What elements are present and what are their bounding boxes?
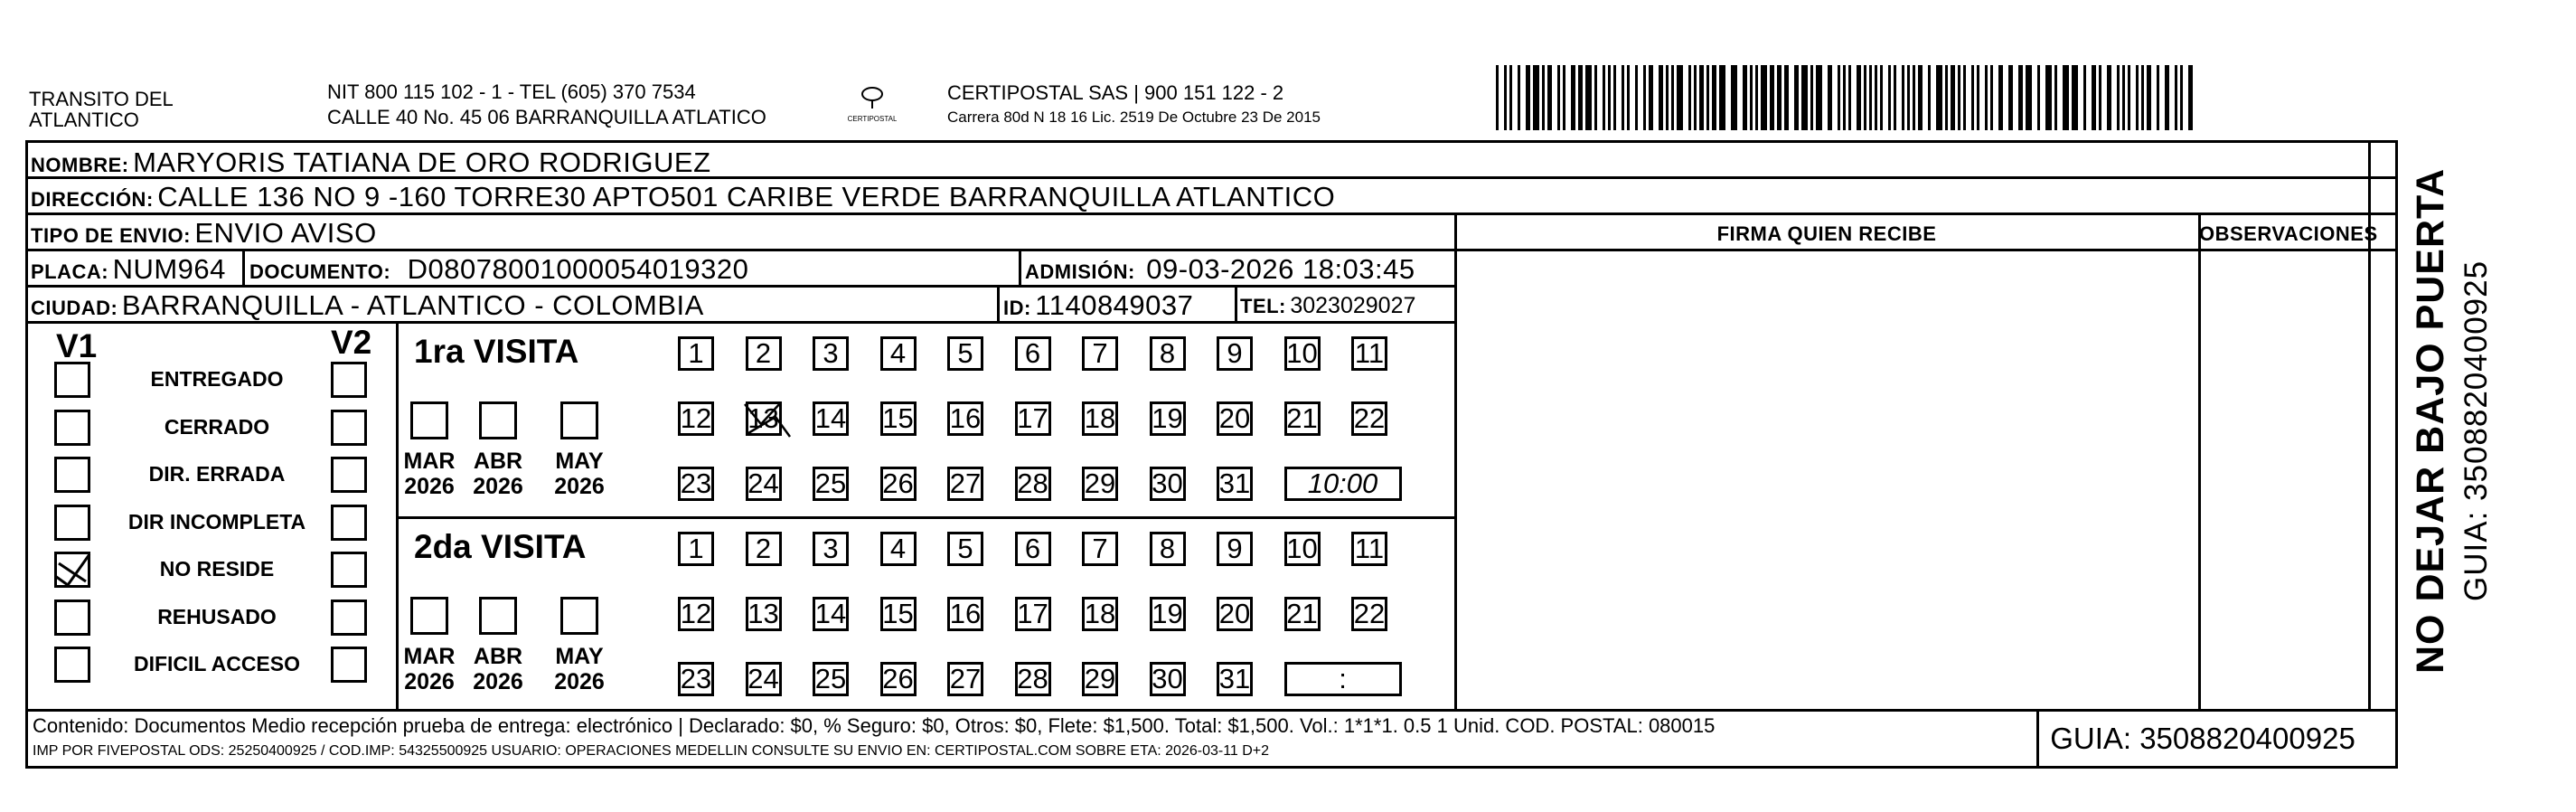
- barcode-bar: [1526, 65, 1530, 130]
- barcode-bar: [1603, 65, 1605, 130]
- side-guia: GUIA: 3508820400925: [2458, 260, 2494, 601]
- status-option-label: CERRADO: [164, 414, 270, 439]
- day-box[interactable]: 23: [678, 467, 714, 501]
- tipo-envio-label: TIPO DE ENVIO:: [31, 224, 191, 247]
- barcode-bar: [1518, 65, 1520, 130]
- barcode-bar: [1918, 65, 1923, 130]
- day-box[interactable]: 1: [678, 532, 714, 566]
- day-box[interactable]: 26: [880, 467, 917, 501]
- firma-header: FIRMA QUIEN RECIBE: [1716, 222, 1937, 245]
- barcode-bar: [2128, 65, 2130, 130]
- day-box[interactable]: 1: [678, 336, 714, 371]
- barcode-bar: [1864, 65, 1866, 130]
- v1-checkbox[interactable]: [54, 505, 90, 541]
- month-checkbox[interactable]: [410, 401, 448, 439]
- barcode-bar: [1801, 65, 1808, 130]
- barcode-bar: [1770, 65, 1774, 130]
- day-box[interactable]: 11: [1351, 532, 1387, 566]
- admision-label: ADMISIÓN:: [1025, 260, 1135, 283]
- year-label: 2026: [554, 669, 605, 694]
- month-item: [550, 644, 608, 694]
- barcode-bar: [2107, 65, 2111, 130]
- month-label: MAY: [555, 448, 604, 474]
- nit-line: NIT 800 115 102 - 1 - TEL (605) 370 7534: [327, 80, 696, 103]
- year-label: 2026: [404, 669, 455, 694]
- v1-header: V1: [56, 327, 98, 364]
- logo-text: CERTIPOSTAL: [848, 115, 897, 123]
- barcode-bar: [1755, 65, 1758, 130]
- barcode-bar: [1731, 65, 1737, 130]
- barcode-bar: [1990, 65, 1993, 130]
- day-box[interactable]: 2: [746, 532, 782, 566]
- day-box[interactable]: 24: [746, 662, 782, 696]
- month-label: MAR: [403, 448, 456, 474]
- tel-label: TEL:: [1240, 295, 1286, 317]
- barcode-bar: [1743, 65, 1747, 130]
- tipo-envio-row: [31, 217, 377, 250]
- barcode-bar: [2175, 65, 2177, 130]
- barcode-bar: [1784, 65, 1789, 130]
- day-box[interactable]: 20: [1217, 597, 1253, 631]
- barcode-bar: [2117, 65, 2120, 130]
- month-item: [400, 644, 458, 694]
- v2-checkbox[interactable]: [331, 362, 367, 398]
- visit-title: 1ra VISITA: [414, 333, 579, 370]
- month-checkbox[interactable]: [410, 597, 448, 635]
- barcode-bar: [2157, 65, 2159, 130]
- barcode-bar: [2063, 65, 2069, 130]
- barcode-bar: [1666, 65, 1669, 130]
- barcode-bar: [1688, 65, 1691, 130]
- visit-title: 2da VISITA: [414, 528, 587, 565]
- day-box[interactable]: 30: [1150, 662, 1186, 696]
- v2-checkbox[interactable]: [331, 457, 367, 493]
- barcode-bar: [2180, 65, 2183, 130]
- direccion-label: DIRECCIÓN:: [31, 188, 154, 211]
- day-box[interactable]: 3: [813, 532, 849, 566]
- day-box[interactable]: 15: [880, 401, 917, 436]
- barcode-bar: [2147, 65, 2151, 130]
- nombre-row: [31, 146, 711, 179]
- barcode-bar: [1649, 65, 1653, 130]
- barcode-bar: [1869, 65, 1872, 130]
- barcode-bar: [2188, 65, 2193, 130]
- day-box[interactable]: 4: [880, 336, 917, 371]
- month-checkbox[interactable]: [560, 597, 598, 635]
- no-dejar-warning: NO DEJAR BAJO PUERTA: [2409, 167, 2452, 674]
- barcode-bar: [1945, 65, 1948, 130]
- barcode-bar: [1547, 65, 1552, 130]
- imp-line: IMP POR FIVEPOSTAL ODS: 25250400925 / COD.IMP: 54325500925 USUARIO: OPERACIONES MEDELLIN CONSULTE SU ENVIO EN: CERTIPOSTAL.COM SOBRE ETA: 2026-03-11 D+2: [33, 743, 1270, 759]
- footer-guia: GUIA: 3508820400925: [2050, 722, 2355, 755]
- barcode-bar: [1894, 65, 1896, 130]
- status-option-label: NO RESIDE: [159, 557, 275, 581]
- barcode-bar: [1542, 65, 1545, 130]
- documento-field: [249, 253, 748, 286]
- year-label: 2026: [554, 474, 605, 499]
- v1-checkbox[interactable]: [54, 362, 90, 398]
- barcode-bar: [2141, 65, 2144, 130]
- barcode-bar: [1902, 65, 1904, 130]
- barcode-bar: [1750, 65, 1753, 130]
- day-box[interactable]: 2: [746, 336, 782, 371]
- day-box[interactable]: 19: [1150, 597, 1186, 631]
- direccion-row: [31, 181, 1335, 213]
- barcode-bar: [1958, 65, 1960, 130]
- day-box[interactable]: 5: [947, 336, 983, 371]
- day-box[interactable]: 21: [1284, 597, 1321, 631]
- id-value: 1140849037: [1035, 289, 1194, 321]
- barcode-bar: [2054, 65, 2057, 130]
- barcode-bar: [1613, 65, 1616, 130]
- day-box[interactable]: 26: [880, 662, 917, 696]
- month-item: [469, 448, 527, 499]
- tipo-envio-value: ENVIO AVISO: [194, 217, 377, 249]
- month-item: [400, 448, 458, 499]
- v2-header: V2: [331, 324, 372, 361]
- barcode-bar: [1875, 65, 1877, 130]
- barcode-bar: [1622, 65, 1624, 130]
- documento-label: DOCUMENTO:: [249, 260, 391, 283]
- contenido-line: Contenido: Documentos Medio recepción prueba de entrega: electrónico | Declarado: $0, % Seguro: $0, Otros: $0, Flete: $1,500. Total: $1,500. Vol.: 1*1*1. 0.5 1 Unid. COD. POSTAL: 080015: [33, 714, 1716, 737]
- barcode-bar: [1794, 65, 1799, 130]
- month-label: ABR: [473, 644, 523, 669]
- day-box[interactable]: 23: [678, 662, 714, 696]
- day-box[interactable]: 8: [1150, 532, 1186, 566]
- barcode-bar: [1671, 65, 1674, 130]
- day-box[interactable]: 10: [1284, 336, 1321, 371]
- barcode-bar: [1712, 65, 1716, 130]
- day-box[interactable]: 18: [1082, 597, 1118, 631]
- status-option-label: DIR INCOMPLETA: [127, 509, 306, 533]
- ciudad-value: BARRANQUILLA - ATLANTICO - COLOMBIA: [121, 289, 704, 321]
- status-option-label: ENTREGADO: [150, 367, 284, 391]
- barcode-bar: [2018, 65, 2023, 130]
- day-box[interactable]: 13: [746, 597, 782, 631]
- barcode-bar: [1699, 65, 1704, 130]
- v2-checkbox[interactable]: [331, 505, 367, 541]
- barcode-bar: [2008, 65, 2013, 130]
- barcode-bar: [1848, 65, 1851, 130]
- nombre-value: MARYORIS TATIANA DE ORO RODRIGUEZ: [133, 146, 711, 178]
- barcode-bar: [1985, 65, 1988, 130]
- barcode-bar: [1838, 65, 1840, 130]
- day-box[interactable]: 25: [813, 467, 849, 501]
- year-label: 2026: [404, 474, 455, 499]
- barcode-bar: [1643, 65, 1646, 130]
- barcode-bar: [1971, 65, 1974, 130]
- documento-value: D08078001000054019320: [407, 253, 749, 285]
- day-box[interactable]: 24: [746, 467, 782, 501]
- v1-checkbox[interactable]: [54, 552, 90, 588]
- day-box[interactable]: 3: [813, 336, 849, 371]
- status-option-label: DIR. ERRADA: [148, 462, 286, 486]
- v2-checkbox[interactable]: [331, 410, 367, 446]
- placa-field: [31, 253, 226, 286]
- barcode-bar: [1888, 65, 1891, 130]
- day-box[interactable]: 4: [880, 532, 917, 566]
- courier-line2: Carrera 80d N 18 16 Lic. 2519 De Octubre 23 De 2015: [947, 109, 1321, 126]
- day-box[interactable]: 7: [1082, 532, 1118, 566]
- id-field: [1003, 289, 1193, 322]
- org-name-line1: TRANSITO DEL: [29, 88, 174, 110]
- day-box[interactable]: 6: [1015, 532, 1051, 566]
- month-checkbox[interactable]: [560, 401, 598, 439]
- barcode-bar: [1571, 65, 1575, 130]
- v1-checkbox[interactable]: [54, 647, 90, 683]
- barcode-bar: [2083, 65, 2086, 130]
- v1-checkbox[interactable]: [54, 457, 90, 493]
- barcode-bar: [1533, 65, 1539, 130]
- barcode: [1496, 65, 2196, 130]
- barcode-bar: [2122, 65, 2125, 130]
- day-box[interactable]: 22: [1351, 597, 1387, 631]
- barcode-bar: [1816, 65, 1822, 130]
- day-box[interactable]: 29: [1082, 467, 1118, 501]
- observaciones-header: OBSERVACIONES: [2199, 222, 2378, 245]
- barcode-bar: [1635, 65, 1638, 130]
- day-box[interactable]: 11: [1351, 336, 1387, 371]
- status-option-label: REHUSADO: [157, 604, 277, 628]
- barcode-bar: [1761, 65, 1767, 130]
- day-box[interactable]: 12: [678, 597, 714, 631]
- barcode-bar: [1913, 65, 1915, 130]
- barcode-bar: [1563, 65, 1565, 130]
- day-box[interactable]: 28: [1015, 467, 1051, 501]
- barcode-bar: [2136, 65, 2139, 130]
- day-box[interactable]: 30: [1150, 467, 1186, 501]
- barcode-bar: [1857, 65, 1861, 130]
- day-box[interactable]: 15: [880, 597, 917, 631]
- barcode-bar: [1659, 65, 1663, 130]
- day-box[interactable]: 27: [947, 467, 983, 501]
- day-box[interactable]: 13: [746, 401, 782, 436]
- barcode-bar: [1496, 65, 1499, 130]
- barcode-bar: [1719, 65, 1725, 130]
- day-box[interactable]: 12: [678, 401, 714, 436]
- barcode-bar: [2037, 65, 2040, 130]
- status-option-label: DIFICIL ACCESO: [133, 652, 300, 675]
- day-box[interactable]: 10: [1284, 532, 1321, 566]
- year-label: 2026: [473, 474, 523, 499]
- admision-value: 09-03-2026 18:03:45: [1146, 253, 1415, 285]
- barcode-bar: [1951, 65, 1955, 130]
- v2-checkbox[interactable]: [331, 647, 367, 683]
- day-box[interactable]: 16: [947, 401, 983, 436]
- day-box[interactable]: 31: [1217, 662, 1253, 696]
- month-label: MAY: [555, 644, 604, 669]
- org-address: CALLE 40 No. 45 06 BARRANQUILLA ATLATICO: [327, 106, 766, 128]
- day-box[interactable]: 14: [813, 597, 849, 631]
- placa-value: NUM964: [112, 253, 226, 285]
- day-box[interactable]: 9: [1217, 532, 1253, 566]
- barcode-bar: [1627, 65, 1630, 130]
- hour-box[interactable]: :: [1284, 662, 1402, 696]
- day-box[interactable]: 22: [1351, 401, 1387, 436]
- month-checkbox[interactable]: [479, 597, 517, 635]
- day-box[interactable]: 31: [1217, 467, 1253, 501]
- placa-label: PLACA:: [31, 260, 109, 283]
- barcode-bar: [1504, 65, 1507, 130]
- day-box[interactable]: 21: [1284, 401, 1321, 436]
- day-box[interactable]: 27: [947, 662, 983, 696]
- barcode-bar: [1557, 65, 1560, 130]
- barcode-bar: [2092, 65, 2096, 130]
- barcode-bar: [2165, 65, 2169, 130]
- barcode-bar: [1777, 65, 1782, 130]
- direccion-value: CALLE 136 NO 9 -160 TORRE30 APTO501 CARIBE VERDE BARRANQUILLA ATLANTICO: [157, 181, 1336, 212]
- barcode-bar: [1843, 65, 1846, 130]
- barcode-bar: [1810, 65, 1813, 130]
- ciudad-label: CIUDAD:: [31, 297, 118, 319]
- day-box[interactable]: 18: [1082, 401, 1118, 436]
- day-box[interactable]: 8: [1150, 336, 1186, 371]
- handwritten-mark: [739, 397, 794, 442]
- id-label: ID:: [1003, 297, 1031, 319]
- year-label: 2026: [473, 669, 523, 694]
- day-box[interactable]: 20: [1217, 401, 1253, 436]
- barcode-bar: [1594, 65, 1597, 130]
- day-box[interactable]: 7: [1082, 336, 1118, 371]
- barcode-bar: [1907, 65, 1910, 130]
- courier-line1: CERTIPOSTAL SAS | 900 151 122 - 2: [947, 81, 1284, 104]
- barcode-bar: [1677, 65, 1683, 130]
- barcode-bar: [1998, 65, 2003, 130]
- v2-checkbox[interactable]: [331, 600, 367, 636]
- barcode-bar: [1585, 65, 1592, 130]
- day-box[interactable]: 6: [1015, 336, 1051, 371]
- barcode-bar: [1963, 65, 1966, 130]
- barcode-bar: [2072, 65, 2078, 130]
- barcode-bar: [2099, 65, 2101, 130]
- barcode-bar: [1828, 65, 1832, 130]
- month-label: ABR: [473, 448, 523, 474]
- ciudad-field: [31, 289, 704, 322]
- barcode-bar: [2026, 65, 2032, 130]
- hour-box[interactable]: 10:00: [1284, 467, 1402, 501]
- day-box[interactable]: 16: [947, 597, 983, 631]
- day-box[interactable]: 14: [813, 401, 849, 436]
- tel-value: 3023029027: [1290, 293, 1416, 318]
- month-checkbox[interactable]: [479, 401, 517, 439]
- barcode-bar: [1578, 65, 1583, 130]
- certipostal-logo: [848, 81, 897, 128]
- day-box[interactable]: 19: [1150, 401, 1186, 436]
- barcode-bar: [1880, 65, 1883, 130]
- month-item: [469, 644, 527, 694]
- day-box[interactable]: 5: [947, 532, 983, 566]
- tel-field: [1240, 293, 1415, 319]
- barcode-bar: [1977, 65, 1979, 130]
- day-box[interactable]: 29: [1082, 662, 1118, 696]
- v2-checkbox[interactable]: [331, 552, 367, 588]
- barcode-bar: [1694, 65, 1697, 130]
- barcode-bar: [1936, 65, 1942, 130]
- month-item: [550, 448, 608, 499]
- v1-checkbox[interactable]: [54, 410, 90, 446]
- nombre-label: NOMBRE:: [31, 154, 129, 176]
- barcode-bar: [1706, 65, 1709, 130]
- day-box[interactable]: 17: [1015, 401, 1051, 436]
- barcode-bar: [1608, 65, 1611, 130]
- month-label: MAR: [403, 644, 456, 669]
- day-box[interactable]: 9: [1217, 336, 1253, 371]
- barcode-bar: [1509, 65, 1512, 130]
- org-name-line2: ATLANTICO: [29, 109, 139, 131]
- admision-field: [1025, 253, 1415, 286]
- barcode-bar: [2045, 65, 2052, 130]
- barcode-bar: [1928, 65, 1931, 130]
- day-box[interactable]: 25: [813, 662, 849, 696]
- day-box[interactable]: 17: [1015, 597, 1051, 631]
- day-box[interactable]: 28: [1015, 662, 1051, 696]
- v1-checkbox[interactable]: [54, 600, 90, 636]
